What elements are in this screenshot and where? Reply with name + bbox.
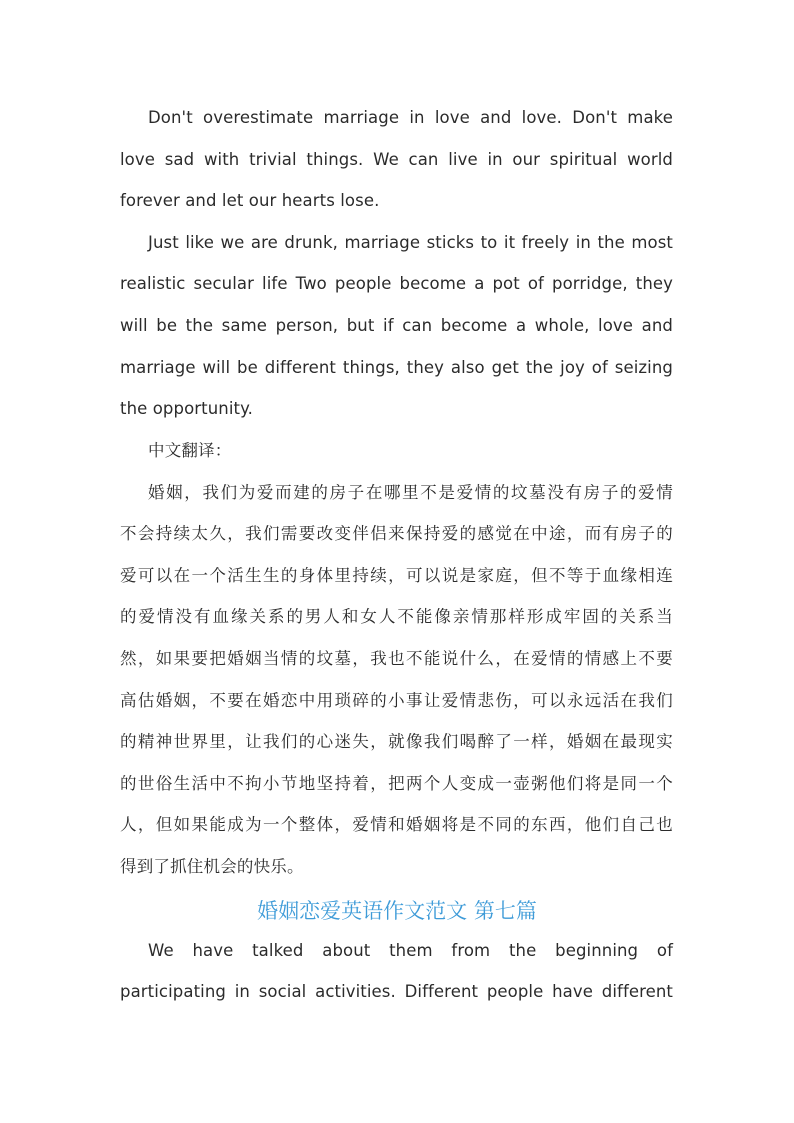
paragraph-2-line-5: the opportunity.: [120, 399, 253, 418]
paragraph-2-line-4: marriage will be different things, they also get the joy of seizing: [120, 358, 673, 377]
zh-paragraph-line-4: 的爱情没有血缘关系的男人和女人不能像亲情那样形成牢固的关系当: [120, 607, 673, 626]
zh-paragraph-line-5: 然，如果要把婚姻当情的坟墓，我也不能说什么，在爱情的情感上不要: [120, 649, 673, 668]
zh-paragraph-line-6: 高估婚姻，不要在婚恋中用琐碎的小事让爱情悲伤，可以永远活在我们: [120, 691, 673, 710]
paragraph-2-line-1: Just like we are drunk, marriage sticks to it freely in the most: [148, 233, 673, 252]
next-paragraph-line-1: We have talked about them from the beginning of: [148, 941, 673, 960]
zh-paragraph-line-8: 的世俗生活中不拘小节地坚持着，把两个人变成一壶粥他们将是同一个: [120, 774, 673, 793]
zh-paragraph-line-9: 人，但如果能成为一个整体，爱情和婚姻将是不同的东西，他们自己也: [120, 815, 673, 834]
section-heading: 婚姻恋爱英语作文范文 第七篇: [257, 899, 537, 923]
zh-paragraph-line-1: 婚姻，我们为爱而建的房子在哪里不是爱情的坟墓没有房子的爱情: [148, 483, 673, 502]
next-paragraph-line-2: participating in social activities. Different people have different: [120, 982, 673, 1001]
zh-paragraph-line-10: 得到了抓住机会的快乐。: [120, 857, 304, 876]
zh-paragraph-line-7: 的精神世界里，让我们的心迷失，就像我们喝醉了一样，婚姻在最现实: [120, 732, 673, 751]
paragraph-1-line-1: Don't overestimate marriage in love and love. Don't make: [148, 108, 673, 127]
zh-paragraph-line-3: 爱可以在一个活生生的身体里持续，可以说是家庭，但不等于血缘相连: [120, 566, 673, 585]
zh-paragraph-line-2: 不会持续太久，我们需要改变伴侣来保持爱的感觉在中途，而有房子的: [120, 524, 673, 543]
paragraph-1-line-3: forever and let our hearts lose.: [120, 191, 380, 210]
paragraph-2-line-2: realistic secular life Two people become a pot of porridge, they: [120, 274, 673, 293]
translation-label: 中文翻译：: [148, 441, 232, 460]
paragraph-1-line-2: love sad with trivial things. We can live in our spiritual world: [120, 150, 673, 169]
paragraph-2-line-3: will be the same person, but if can become a whole, love and: [120, 316, 673, 335]
